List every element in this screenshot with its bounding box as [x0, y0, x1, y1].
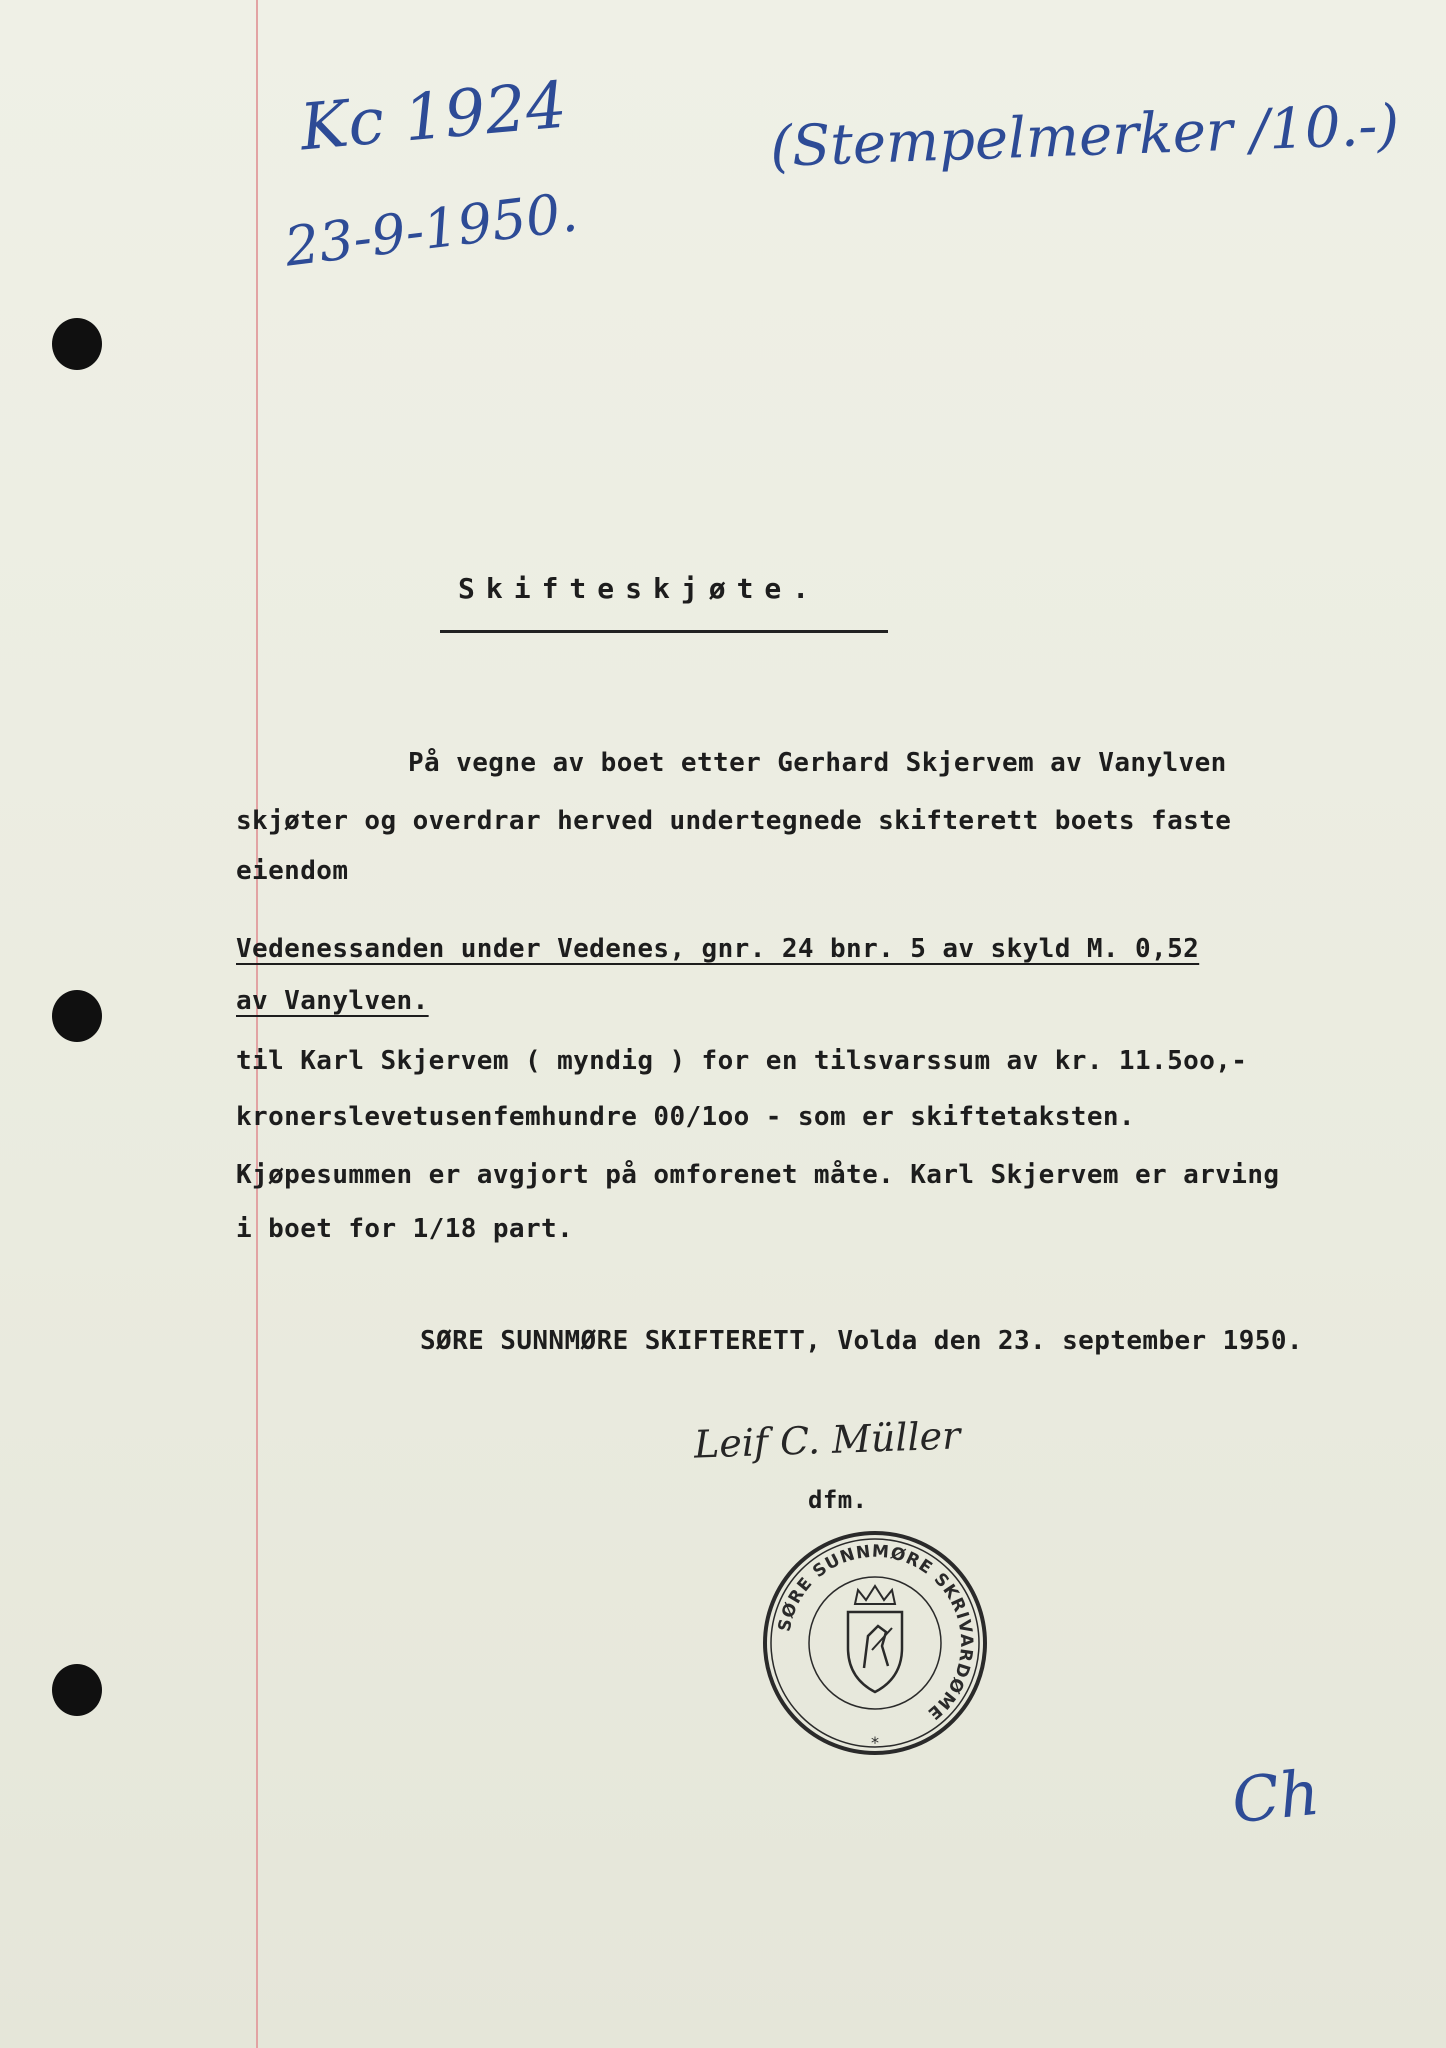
margin-line [256, 0, 258, 2048]
paragraph2-line-3: Kjøpesummen er avgjort på omforenet måte. Karl Skjervem er arving [236, 1160, 1280, 1190]
property-line-1: Vedenessanden under Vedenes, gnr. 24 bnr. 5 av skyld M. 0,52 [236, 934, 1200, 964]
coat-of-arms-icon [848, 1586, 902, 1692]
title-underline [440, 630, 888, 633]
handwritten-stamp-note: (Stempelmerker /10.-) [769, 93, 1401, 180]
document-title: Skifteskjøte. [458, 572, 821, 605]
punch-hole-top [52, 318, 102, 370]
seal-text: SØRE SUNNMØRE SKRIVARDØME [774, 1541, 977, 1724]
paragraph-line-2: skjøter og overdrar herved undertegnede skifterett boets faste [236, 806, 1232, 836]
handwritten-reference: Kc 1924 [297, 68, 570, 166]
paragraph2-line-2: kronerslevetusenfemhundre 00/1oo - som er skiftetaksten. [236, 1102, 1135, 1132]
punch-hole-middle [52, 990, 102, 1042]
svg-text:SØRE SUNNMØRE SKRIVARDØME [775, 1542, 976, 1724]
handwritten-initials: Ch [1228, 1755, 1323, 1838]
signature-role: dfm. [808, 1486, 868, 1514]
paragraph-line-3: eiendom [236, 856, 349, 886]
closing-line: SØRE SUNNMØRE SKIFTERETT, Volda den 23. september 1950. [420, 1326, 1303, 1356]
signature: Leif C. Müller [693, 1413, 961, 1467]
paragraph2-line-1: til Karl Skjervem ( myndig ) for en tilsvarssum av kr. 11.5oo,- [236, 1046, 1248, 1076]
property-line-2: av Vanylven. [236, 986, 429, 1016]
seal-star: * [871, 1733, 879, 1752]
paragraph2-line-4: i boet for 1/18 part. [236, 1214, 574, 1244]
official-seal [760, 1528, 990, 1758]
punch-hole-bottom [52, 1664, 102, 1716]
handwritten-date: 23-9-1950. [281, 180, 581, 279]
paragraph-line-1: På vegne av boet etter Gerhard Skjervem av Vanylven [408, 748, 1227, 778]
